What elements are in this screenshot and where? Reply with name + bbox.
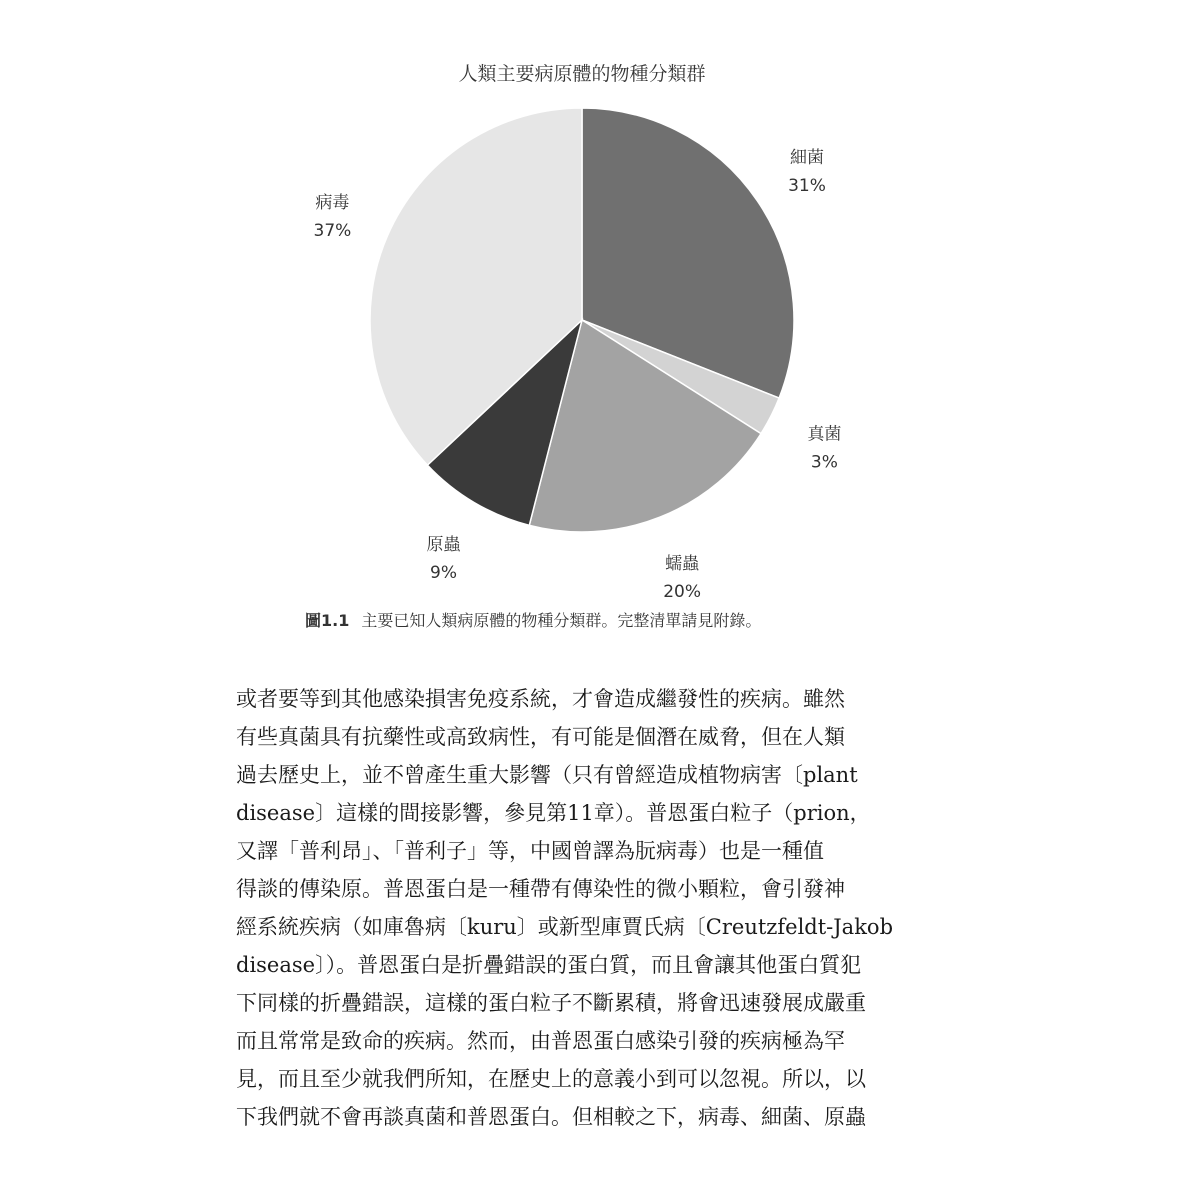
body-line: 見，而且至少就我們所知，在歷史上的意義小到可以忽視。所以，以: [236, 1067, 866, 1091]
slice-value-label: 31%: [788, 176, 826, 197]
slice-category-label: 原蟲: [426, 535, 461, 556]
body-line: 下我們就不會再談真菌和普恩蛋白。但相較之下，病毒、細菌、原蟲: [236, 1105, 866, 1129]
body-line: 又譯「普利昂」、「普利子」等，中國曾譯為朊病毒）也是一種值: [236, 839, 824, 863]
body-text: [236, 680, 936, 1136]
slice-value-label: 37%: [313, 221, 352, 241]
body-line: 得談的傳染原。普恩蛋白是一種帶有傳染性的微小顆粒，會引發神: [236, 877, 845, 901]
body-line: 而且常常是致命的疾病。然而，由普恩蛋白感染引發的疾病極為罕: [236, 1029, 845, 1053]
slice-category-label: 病毒: [315, 193, 350, 213]
slice-category-label: 細菌: [790, 148, 824, 169]
slice-value-label: 20%: [663, 581, 701, 600]
body-line: 或者要等到其他感染損害免疫系統，才會造成繼發性的疾病。雖然: [236, 687, 845, 711]
body-line: disease〕）。普恩蛋白是折疊錯誤的蛋白質，而且會讓其他蛋白質犯: [236, 953, 862, 977]
body-line: 有些真菌具有抗藥性或高致病性，有可能是個潛在威脅，但在人類: [236, 725, 845, 749]
figure-caption: [305, 608, 761, 631]
slice-category-label: 蠕蟲: [665, 553, 700, 574]
caption-text: 主要已知人類病原體的物種分類群。完整清單請見附錄。: [361, 611, 762, 630]
body-line: 下同樣的折疊錯誤，這樣的蛋白粒子不斷累積，將會迅速發展成嚴重: [236, 991, 866, 1015]
body-line: disease〕這樣的間接影響，參見第11章）。普恩蛋白粒子（prion，: [236, 801, 871, 825]
pie-slices: [370, 108, 794, 532]
body-line: 過去歷史上，並不曾產生重大影響（只有曾經造成植物病害〔plant: [236, 763, 858, 787]
slice-value-label: 3%: [810, 452, 838, 473]
figure-number: 圖1.1: [305, 611, 350, 630]
slice-value-label: 9%: [430, 563, 457, 584]
body-line: 經系統疾病（如庫魯病〔kuru〕或新型庫賈氏病〔Creutzfeldt-Jakob: [236, 915, 894, 939]
slice-category-label: 真菌: [807, 424, 842, 445]
chart-title: 人類主要病原體的物種分類群: [458, 63, 706, 85]
